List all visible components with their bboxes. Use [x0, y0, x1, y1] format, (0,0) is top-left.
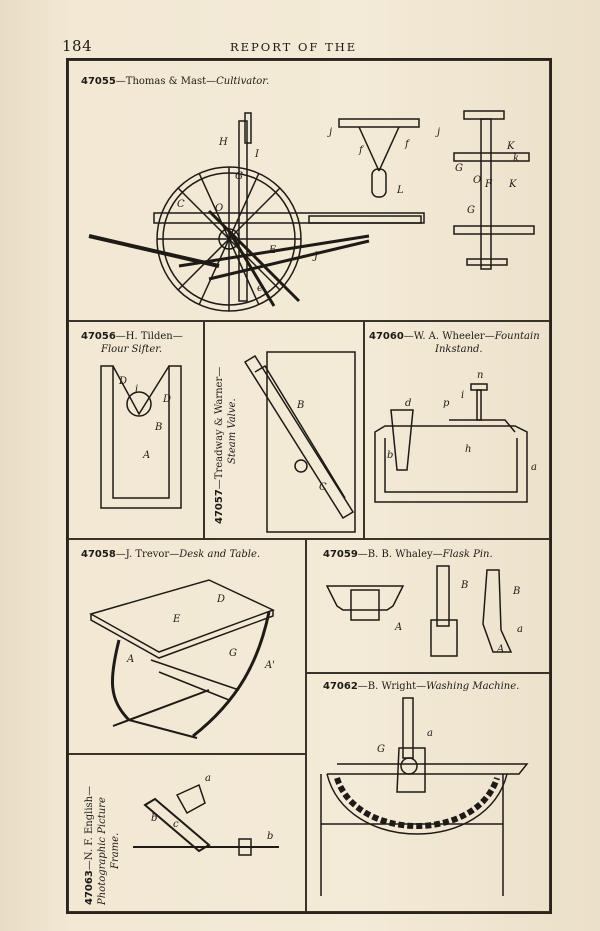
figure-label: H [219, 137, 228, 148]
figure-label: D [217, 594, 226, 605]
inventor: —N. F. English— [84, 785, 95, 871]
picture-frame-illustration [69, 755, 307, 913]
figure-label: a [531, 462, 537, 473]
figure-label: i [461, 390, 465, 401]
figure-label: O [473, 175, 482, 186]
figure-label: C [177, 199, 185, 210]
figure-label: k [513, 153, 520, 164]
figure-label: b [151, 813, 158, 824]
patent-number: 47059 [323, 549, 358, 560]
invention-title: Steam Valve. [227, 398, 238, 464]
figure-label: K [509, 179, 517, 190]
figure-label: d [405, 398, 412, 409]
figure-label: D [119, 376, 128, 387]
figure-label: G [455, 163, 463, 174]
invention-title: Washing Machine. [426, 681, 520, 692]
inventor: —B. B. Whaley— [357, 549, 443, 560]
figure-label: J [314, 251, 319, 262]
inkstand-illustration [365, 322, 551, 540]
patent-number: 47058 [81, 549, 116, 560]
figure-label: p [443, 398, 450, 409]
patent-number: 47063 [84, 870, 95, 905]
cultivator-illustration [69, 61, 551, 322]
plate-frame [66, 58, 552, 914]
figure-label: O [215, 203, 224, 214]
patent-number: 47062 [323, 681, 358, 692]
figure-label: B [297, 400, 305, 411]
invention-title-line1: Fountain [494, 331, 540, 342]
figure-label: A [127, 654, 135, 665]
panel-47062-washing-machine [306, 673, 550, 912]
panel-47063-picture-frame [68, 754, 306, 912]
panel-47055-cultivator [68, 60, 550, 321]
figure-label: F [485, 179, 492, 190]
figure-label: b [267, 831, 274, 842]
figure-label: A' [265, 660, 275, 671]
inventor: —B. Wright— [357, 681, 427, 692]
figure-label: K [507, 141, 515, 152]
figure-label: D [163, 394, 172, 405]
figure-label: I [255, 149, 259, 160]
panel-47057-steam-valve [204, 321, 364, 539]
flask-pin-illustration [307, 540, 551, 674]
patent-number: 47055 [81, 76, 116, 87]
invention-title-line2: Frame. [110, 832, 121, 869]
figure-label: G [377, 744, 385, 755]
figure-label: j [437, 127, 441, 138]
patent-number: 47057 [214, 489, 225, 524]
panel-47058-desk [68, 539, 306, 754]
flour-sifter-illustration [69, 322, 205, 540]
figure-label: c [173, 819, 179, 830]
panel-47056-flour-sifter [68, 321, 204, 539]
figure-label: E [173, 614, 181, 625]
patent-number: 47056 [81, 331, 116, 342]
invention-title: Desk and Table. [179, 549, 261, 560]
inventor: —Treadway & Warner— [214, 366, 225, 490]
invention-title: Cultivator. [216, 76, 270, 87]
figure-label: L [397, 185, 404, 196]
figure-label: j [329, 127, 333, 138]
figure-label: i [135, 384, 139, 395]
panel-47060-inkstand [364, 321, 550, 539]
inventor: —Thomas & Mast— [115, 76, 217, 87]
figure-label: B [155, 422, 163, 433]
figure-label: E [269, 245, 277, 256]
invention-title: Flask Pin. [442, 549, 493, 560]
washing-machine-illustration [307, 674, 551, 913]
figure-label: C [319, 482, 327, 493]
invention-title-line2: Inkstand. [435, 344, 483, 355]
invention-title: Flour Sifter. [101, 344, 163, 355]
figure-label: b [387, 450, 394, 461]
figure-label: B [461, 580, 469, 591]
figure-label: A [143, 450, 151, 461]
figure-label: a [517, 624, 523, 635]
figure-label: e [257, 283, 263, 294]
inventor: —H. Tilden— [115, 331, 183, 342]
figure-label: f [405, 139, 409, 150]
figure-label: a [427, 728, 433, 739]
desk-illustration [69, 540, 307, 755]
figure-label: n [477, 370, 484, 381]
figure-label: G [229, 648, 237, 659]
figure-label: A [395, 622, 403, 633]
figure-label: G [235, 171, 243, 182]
panel-47059-flask-pin [306, 539, 550, 673]
figure-label: B [513, 586, 521, 597]
figure-label: f [359, 145, 363, 156]
page-number: 184 [62, 37, 93, 55]
steam-valve-illustration [205, 322, 365, 540]
figure-label: G [467, 205, 475, 216]
running-title: REPORT OF THE [230, 40, 358, 54]
inventor: —W. A. Wheeler— [403, 331, 495, 342]
figure-label: h [465, 444, 472, 455]
patent-number: 47060 [369, 331, 404, 342]
inventor: —J. Trevor— [115, 549, 180, 560]
invention-title-line1: Photographic Picture [97, 797, 108, 905]
figure-label: A [497, 644, 505, 655]
figure-label: a [205, 773, 211, 784]
